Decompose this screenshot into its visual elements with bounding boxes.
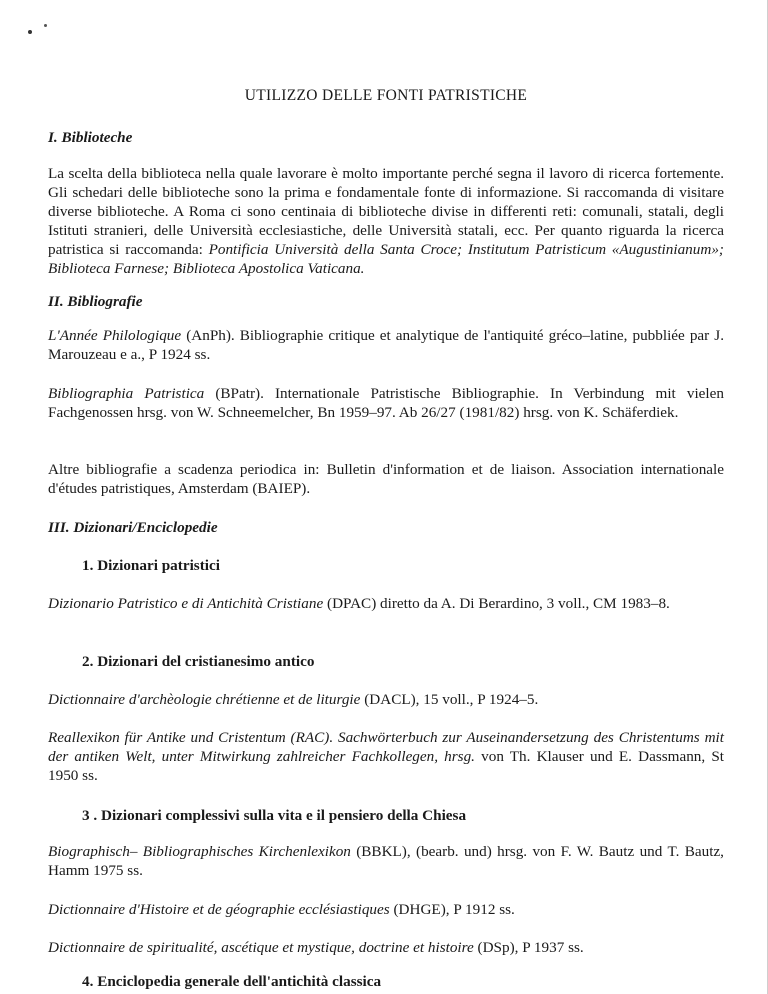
entry-text: (BPatr). Internationale Patristische Bibliographie. In Verbindung mit vielen Fachgenossen hrsg. von W. Schneemelcher, Bn 1959–97. Ab 26/27 (1981/82) hrsg. von K. Schäferdiek.: [48, 385, 724, 421]
entry-title: Dictionnaire d'Histoire et de géographie ecclésiastiques: [48, 901, 390, 918]
paragraph-biblioteche: [48, 164, 724, 278]
entry-title: Bibliographia Patristica: [48, 385, 205, 402]
bibliography-entry: [48, 900, 724, 919]
subheading: 1. Dizionari patristici: [82, 557, 220, 574]
entry-text: (DPAC) diretto da A. Di Berardino, 3 voll., CM 1983–8.: [323, 595, 670, 612]
entry-title: Biographisch– Bibliographisches Kirchenlexikon: [48, 843, 351, 860]
entry-title: Dizionario Patristico e di Antichità Cristiane: [48, 595, 324, 612]
entry-text: (DSp), P 1937 ss.: [473, 939, 584, 956]
bibliography-entry: Altre bibliografie a scadenza periodica in: Bulletin d'information et de liaison. Association internationale d'études patristiques, Amsterdam (BAIEP).: [48, 461, 724, 497]
section-heading-bibliografie: II. Bibliografie: [48, 293, 143, 310]
subheading: 3 . Dizionari complessivi sulla vita e il pensiero della Chiesa: [82, 807, 467, 824]
page-title: UTILIZZO DELLE FONTI PATRISTICHE: [244, 87, 528, 104]
subheading: 4. Enciclopedia generale dell'antichità classica: [82, 973, 382, 990]
scan-speck: [44, 24, 47, 27]
entry-title: Dictionnaire de spiritualité, ascétique et mystique, doctrine et histoire: [48, 939, 474, 956]
section-heading-dizionari: III. Dizionari/Enciclopedie: [48, 519, 218, 536]
bibliography-entry: [48, 594, 724, 613]
bibliography-entry: [48, 690, 724, 709]
subheading: 2. Dizionari del cristianesimo antico: [82, 653, 315, 670]
entry-text: (DHGE), P 1912 ss.: [389, 901, 515, 918]
bibliography-entry: [48, 326, 724, 364]
bibliography-entry: [48, 384, 724, 422]
entry-text: (DACL), 15 voll., P 1924–5.: [360, 691, 539, 708]
bibliography-entry: [48, 728, 724, 785]
section-heading-biblioteche: I. Biblioteche: [48, 129, 133, 146]
entry-text: (AnPh). Bibliographie critique et analytique de l'antiquité gréco–latine, pubbliée par J. Marouzeau e a., P 1924 ss.: [48, 327, 724, 363]
paragraph-libraries-list: Pontificia Università della Santa Croce; Institutum Patristicum «Augustinianum»; Biblioteca Farnese; Biblioteca Apostolica Vaticana.: [48, 241, 724, 277]
bibliography-entry: [48, 938, 724, 957]
paragraph-text: La scelta della biblioteca nella quale lavorare è molto importante perché segna il lavoro di ricerca fortemente. Gli schedari delle biblioteche sono la prima e fondamentale fonte di informazione. Si raccomanda di visitare diverse biblioteche. A Roma ci sono centinaia di biblioteche divise in differenti reti: comunali, statali, degli Istituti stranieri, delle Università ecclesiastiche, delle Università statali, ecc. Per quanto riguarda la ricerca patristica si raccomanda:: [48, 165, 724, 258]
entry-title: Dictionnaire d'archèologie chrétienne et de liturgie: [48, 691, 361, 708]
entry-title: Reallexikon für Antike und Cristentum (RAC). Sachwörterbuch zur Auseinandersetzung des Christentums mit der antiken Welt, unter Mitwirkung zahlreicher Fachkollegen, hrsg.: [48, 729, 724, 765]
entry-title: L'Année Philologique: [48, 327, 182, 344]
scan-speck: [28, 30, 32, 34]
entry-text: (BBKL), (bearb. und) hrsg. von F. W. Bautz und T. Bautz, Hamm 1975 ss.: [48, 843, 724, 879]
entry-text: von Th. Klauser und E. Dassmann, St 1950 ss.: [48, 748, 724, 784]
bibliography-entry: [48, 842, 724, 880]
